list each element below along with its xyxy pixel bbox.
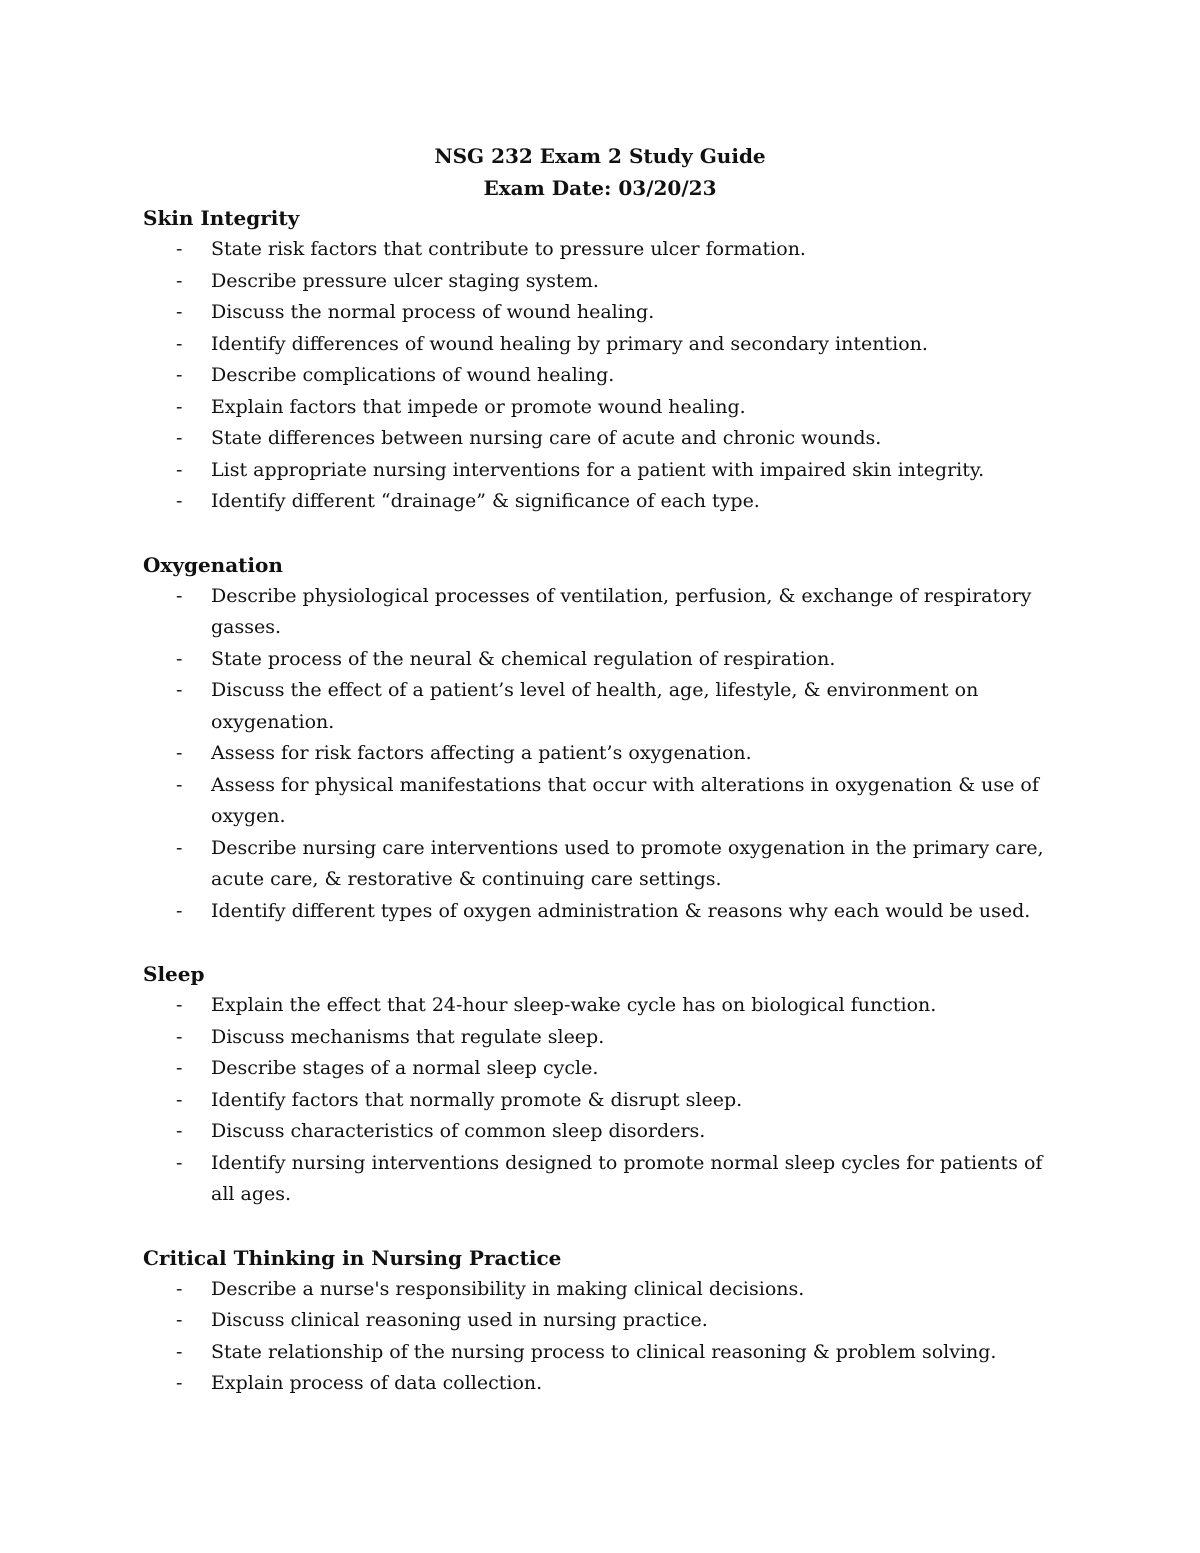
dash-bullet-icon: - xyxy=(176,899,183,922)
list-item-text: Describe nursing care interventions used to promote oxygenation in the primary care, acute care, & restorative & continuing care settings. xyxy=(211,836,1044,890)
list-item-text: Describe complications of wound healing. xyxy=(211,364,615,386)
list-item xyxy=(143,833,1063,896)
list-item-text: Describe stages of a normal sleep cycle. xyxy=(211,1057,599,1079)
list-item-text: Describe pressure ulcer staging system. xyxy=(211,269,599,292)
dash-bullet-icon: - xyxy=(176,1025,183,1048)
section-sleep xyxy=(143,958,1063,1211)
list-item xyxy=(143,360,1063,392)
list-item xyxy=(143,266,1063,298)
dash-bullet-icon: - xyxy=(176,1372,183,1394)
dash-bullet-icon: - xyxy=(176,395,183,418)
list-item xyxy=(143,455,1063,487)
list-item-text: Describe physiological processes of ventilation, perfusion, & exchange of respiratory gasses. xyxy=(211,584,1032,638)
list-item-text: Assess for physical manifestations that occur with alterations in oxygenation & use of oxygen. xyxy=(211,773,1039,827)
list-item-text: Identify different types of oxygen administration & reasons why each would be used. xyxy=(211,899,1031,922)
dash-bullet-icon: - xyxy=(176,836,183,859)
dash-bullet-icon: - xyxy=(176,584,183,607)
list-item-text: State relationship of the nursing process to clinical reasoning & problem solving. xyxy=(211,1340,997,1363)
list-item xyxy=(143,675,1063,738)
exam-date: Exam Date: 03/20/23 xyxy=(483,176,717,200)
list-item xyxy=(143,329,1063,361)
dash-bullet-icon: - xyxy=(176,1120,183,1142)
objective-list xyxy=(143,990,1063,1211)
dash-bullet-icon: - xyxy=(176,1340,183,1363)
section-heading: Skin Integrity xyxy=(143,206,300,230)
list-item xyxy=(143,1053,1063,1085)
section-critical-thinking-in-nursing-practice xyxy=(143,1242,1063,1400)
objective-list xyxy=(143,1274,1063,1400)
document-body xyxy=(143,202,1063,1400)
section-oxygenation xyxy=(143,549,1063,928)
dash-bullet-icon: - xyxy=(176,1057,183,1079)
dash-bullet-icon: - xyxy=(176,332,183,355)
list-item xyxy=(143,1148,1063,1211)
list-item xyxy=(143,896,1063,928)
list-item xyxy=(143,1022,1063,1054)
list-item xyxy=(143,644,1063,676)
section-heading: Critical Thinking in Nursing Practice xyxy=(143,1245,562,1270)
list-item xyxy=(143,1337,1063,1369)
dash-bullet-icon: - xyxy=(176,679,183,701)
section-heading: Sleep xyxy=(143,962,205,986)
dash-bullet-icon: - xyxy=(176,238,183,260)
list-item-text: Assess for risk factors affecting a patient’s oxygenation. xyxy=(211,742,752,764)
objective-list xyxy=(143,234,1063,518)
dash-bullet-icon: - xyxy=(176,1151,183,1174)
dash-bullet-icon: - xyxy=(176,301,183,323)
list-item-text: Explain process of data collection. xyxy=(211,1372,543,1394)
list-item-text: Discuss characteristics of common sleep disorders. xyxy=(211,1120,706,1142)
dash-bullet-icon: - xyxy=(176,427,183,449)
list-item-text: Discuss the effect of a patient’s level of health, age, lifestyle, & environment on oxygenation. xyxy=(211,679,979,733)
document-title: NSG 232 Exam 2 Study Guide xyxy=(434,144,766,168)
list-item xyxy=(143,1116,1063,1148)
list-item xyxy=(143,1085,1063,1117)
list-item xyxy=(143,738,1063,770)
dash-bullet-icon: - xyxy=(176,364,183,386)
list-item-text: Identify differences of wound healing by primary and secondary intention. xyxy=(211,332,928,355)
list-item-text: Discuss mechanisms that regulate sleep. xyxy=(211,1025,605,1048)
objective-list xyxy=(143,581,1063,928)
dash-bullet-icon: - xyxy=(176,773,183,796)
list-item xyxy=(143,486,1063,518)
list-item xyxy=(143,770,1063,833)
list-item-text: Describe a nurse's responsibility in making clinical decisions. xyxy=(211,1277,805,1300)
list-item xyxy=(143,581,1063,644)
list-item-text: Identify nursing interventions designed to promote normal sleep cycles for patients of all ages. xyxy=(211,1151,1043,1205)
list-item-text: Explain the effect that 24-hour sleep-wake cycle has on biological function. xyxy=(211,994,937,1016)
list-item-text: Explain factors that impede or promote wound healing. xyxy=(211,395,746,418)
list-item xyxy=(143,392,1063,424)
dash-bullet-icon: - xyxy=(176,490,183,512)
dash-bullet-icon: - xyxy=(176,458,183,481)
list-item xyxy=(143,423,1063,455)
list-item-text: State risk factors that contribute to pressure ulcer formation. xyxy=(211,238,806,260)
list-item-text: State differences between nursing care of acute and chronic wounds. xyxy=(211,427,882,449)
list-item xyxy=(143,297,1063,329)
list-item-text: Discuss the normal process of wound healing. xyxy=(211,301,655,323)
dash-bullet-icon: - xyxy=(176,994,183,1016)
dash-bullet-icon: - xyxy=(176,1088,183,1111)
list-item xyxy=(143,1274,1063,1306)
dash-bullet-icon: - xyxy=(176,742,183,764)
list-item-text: Identify factors that normally promote & disrupt sleep. xyxy=(211,1088,743,1111)
dash-bullet-icon: - xyxy=(176,1277,183,1300)
list-item xyxy=(143,990,1063,1022)
dash-bullet-icon: - xyxy=(176,647,183,670)
list-item-text: Discuss clinical reasoning used in nursing practice. xyxy=(211,1309,708,1331)
dash-bullet-icon: - xyxy=(176,1309,183,1331)
section-skin-integrity xyxy=(143,202,1063,518)
list-item-text: List appropriate nursing interventions for a patient with impaired skin integrity. xyxy=(211,458,985,481)
list-item-text: State process of the neural & chemical regulation of respiration. xyxy=(211,647,836,670)
list-item xyxy=(143,234,1063,266)
section-heading: Oxygenation xyxy=(143,552,283,577)
list-item xyxy=(143,1305,1063,1337)
list-item xyxy=(143,1368,1063,1400)
list-item-text: Identify different “drainage” & significance of each type. xyxy=(211,490,760,512)
document-header xyxy=(0,140,1200,204)
dash-bullet-icon: - xyxy=(176,269,183,292)
